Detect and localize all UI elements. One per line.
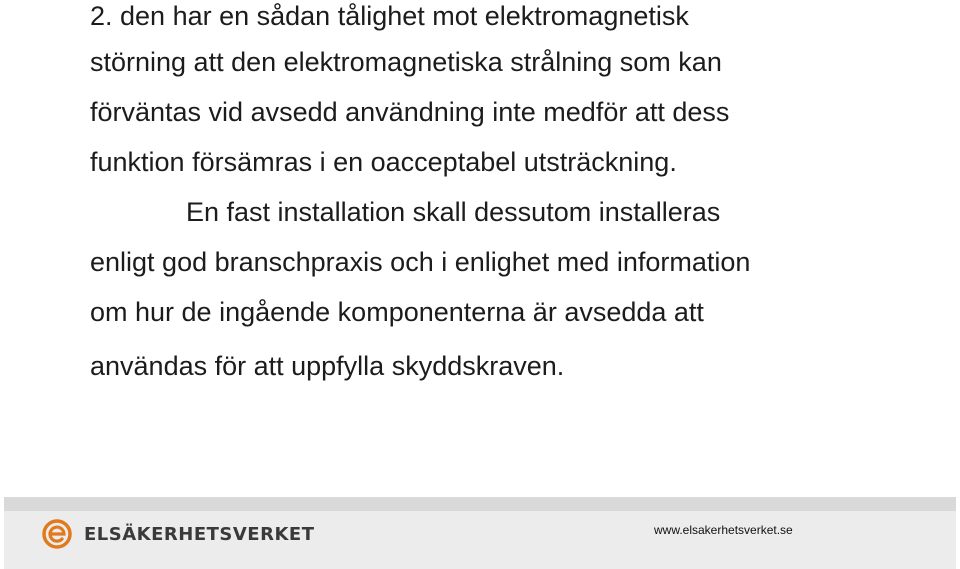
body-line-1: 2. den har en sådan tålighet mot elektromagnetisk bbox=[90, 1, 689, 31]
body-line-8: användas för att uppfylla skyddskraven. bbox=[90, 351, 565, 381]
body-line-4: funktion försämras i en oacceptabel utsträckning. bbox=[90, 147, 677, 177]
logo-text: ELSÄKERHETSVERKET bbox=[84, 523, 315, 545]
slide-footer bbox=[4, 497, 956, 569]
body-line-2: störning att den elektromagnetiska strålning som kan bbox=[90, 47, 722, 77]
website-url[interactable]: www.elsakerhetsverket.se bbox=[654, 523, 793, 537]
footer-band bbox=[4, 497, 956, 511]
body-line-3: förväntas vid avsedd användning inte medför att dess bbox=[90, 97, 730, 127]
elsakerhetsverket-logo-icon bbox=[42, 519, 72, 549]
organization-logo bbox=[42, 519, 314, 549]
body-line-6: enligt god branschpraxis och i enlighet med information bbox=[90, 247, 751, 277]
body-line-5: En fast installation skall dessutom installeras bbox=[186, 197, 721, 227]
body-line-7: om hur de ingående komponenterna är avsedda att bbox=[90, 297, 704, 327]
